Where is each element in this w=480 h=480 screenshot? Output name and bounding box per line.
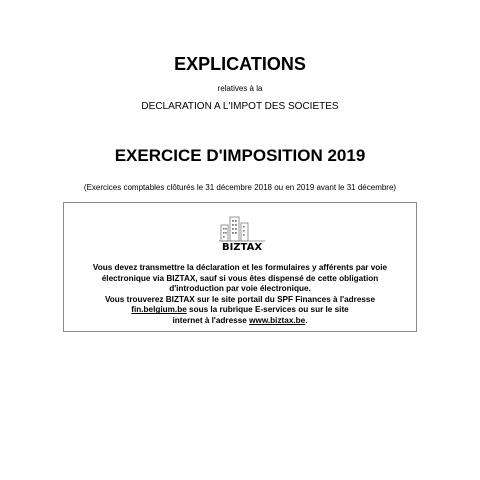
biztax-website-link[interactable]: www.biztax.be — [249, 315, 306, 325]
biztax-notice-box — [63, 202, 417, 332]
biztax-notice-text — [64, 263, 416, 327]
declaration-title: DECLARATION A L'IMPOT DES SOCIETES — [141, 101, 339, 112]
notice-line-2: électronique via BIZTAX, sauf si vous êtes dispensé de cette obligation — [101, 273, 379, 283]
fin-belgium-link[interactable]: fin.belgium.be — [131, 305, 187, 315]
notice-line-6-pre: internet à l'adresse — [172, 315, 250, 325]
biztax-logo-icon — [219, 215, 265, 251]
notice-line-5-rest: sous la rubrique E-services ou sur le site — [186, 305, 349, 315]
notice-line-4: Vous trouverez BIZTAX sur le site portail du SPF Finances à l'adresse — [104, 294, 376, 304]
period-note: (Exercices comptables clôturés le 31 décembre 2018 ou en 2019 avant le 31 décembre) — [83, 183, 397, 192]
notice-line-6-post: . — [305, 315, 308, 325]
notice-line-6 — [64, 316, 416, 327]
exercice-heading: EXERCICE D'IMPOSITION 2019 — [114, 146, 366, 165]
notice-line-1: Vous devez transmettre la déclaration et les formulaires y afférents par voie — [92, 263, 388, 272]
notice-line-5 — [64, 305, 416, 316]
notice-line-3: d'introduction par voie électronique. — [169, 284, 311, 294]
relatives-subtitle: relatives à la — [217, 84, 263, 93]
biztax-logo-text: BIZTAX — [221, 242, 263, 251]
page-title: EXPLICATIONS — [174, 54, 306, 74]
